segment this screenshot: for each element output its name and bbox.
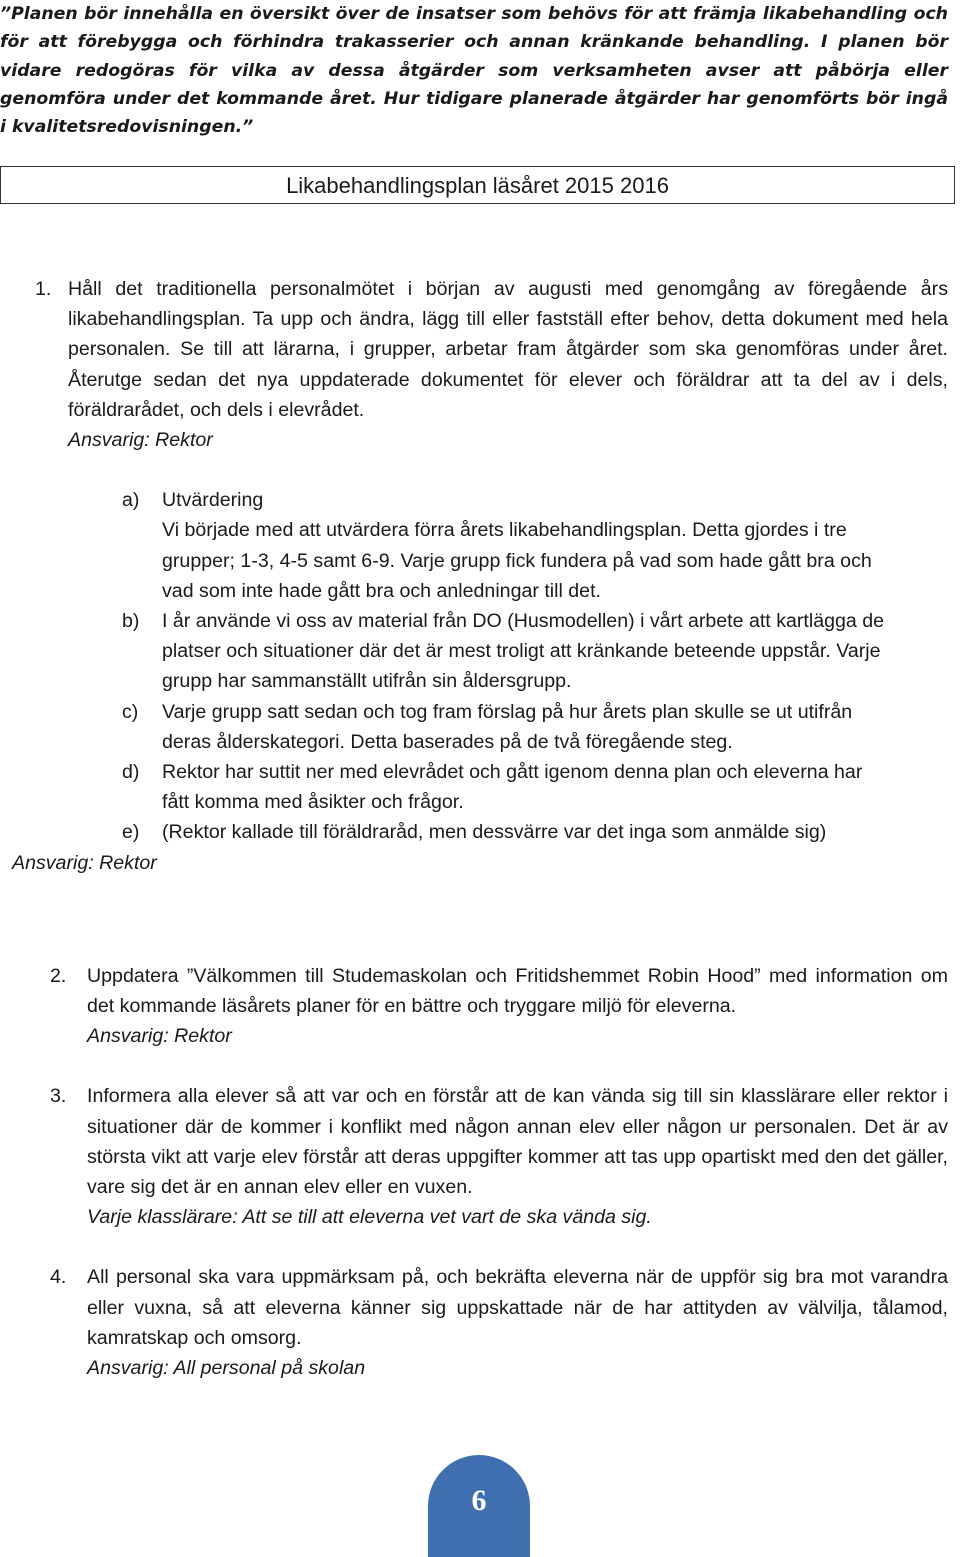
responsible-label: Ansvarig: Rektor	[68, 429, 213, 452]
sub-item-letter: c)	[122, 700, 139, 723]
list-item	[0, 961, 948, 1052]
item-text: Håll det traditionella personalmötet i början av augusti med genomgång av föregående års likabehandlingsplan. Ta upp och ändra, lägg till eller fastställ efter behov, detta dokument med hela personalen. Se till att lärarna, i grupper, arbetar fram åtgärder som ska genomföras under året. Återutge sedan det nya uppdaterade dokumentet för elever och föräldrar att ta del av i dels, föräldrarådet, och dels i elevrådet.	[68, 278, 948, 421]
sub-item	[0, 697, 895, 757]
sub-item-letter: e)	[122, 821, 140, 844]
responsible-label: Ansvarig: Rektor	[12, 851, 157, 874]
sub-item-letter: a)	[122, 489, 140, 512]
sub-item	[0, 817, 895, 847]
item-number: 4.	[50, 1266, 67, 1289]
item-number: 2.	[50, 964, 67, 987]
sub-item-text: I år använde vi oss av material från DO (Husmodellen) i vårt arbete att kartlägga de platser och situationer där det är mest troligt att kränkande beteende uppstår. Varje grupp har sammanställt utifrån sin åldersgrupp.	[162, 610, 885, 693]
sub-item-heading: Utvärdering	[162, 489, 264, 512]
list-item	[0, 274, 948, 878]
responsible-label: Ansvarig: All personal på skolan	[87, 1357, 366, 1380]
item-text: All personal ska vara uppmärksam på, och bekräfta eleverna när de uppför sig bra mot varandra eller vuxna, så att eleverna känner sig uppskattade när de har attityden av välvilja, tålamod, kamratskap och omsorg.	[87, 1266, 948, 1349]
list-item	[0, 1081, 948, 1232]
sub-item-text: Vi började med att utvärdera förra årets likabehandlingsplan. Detta gjordes i tre grupper; 1-3, 4-5 samt 6-9. Varje grupp fick fundera på vad som hade gått bra och vad som inte hade gått bra och anledningar till det.	[162, 519, 872, 602]
sub-list	[0, 485, 948, 847]
sub-item	[0, 485, 895, 606]
responsible-label: Varje klasslärare: Att se till att eleverna vet vart de ska vända sig.	[87, 1206, 652, 1229]
item-number: 3.	[50, 1085, 67, 1108]
page-number-badge: 6	[428, 1455, 530, 1557]
intro-quote: ”Planen bör innehålla en översikt över de insatser som behövs för att främja likabehandling och för att förebygga och förhindra trakasserier och annan kränkande behandling. I planen bör vidare redogöras för vilka av dessa åtgärder som verksamheten avser att påbörja eller genomföra under det kommande året. Hur tidigare planerade åtgärder har genomförts bör ingå i kvalitetsredovisningen.”	[0, 4, 948, 138]
item-text: Uppdatera ”Välkommen till Studemaskolan och Fritidshemmet Robin Hood” med information om det kommande läsårets planer för en bättre och tryggare miljö för eleverna.	[87, 964, 948, 1018]
sub-item-text: Rektor har suttit ner med elevrådet och gått igenom denna plan och eleverna har fått komma med åsikter och frågor.	[162, 761, 863, 814]
sub-item-letter: b)	[122, 610, 140, 633]
plan-title: Likabehandlingsplan läsåret 2015 2016	[0, 166, 955, 204]
action-list	[0, 274, 948, 1383]
sub-item	[0, 757, 895, 817]
sub-item	[0, 606, 895, 697]
item-text: Informera alla elever så att var och en förstår att de kan vända sig till sin klasslärare eller rektor i situationer där de kommer i konflikt med någon annan elev eller någon ur personalen. Det är av största vikt att varje elev förstår att deras uppgifter kommer att tas upp opartiskt med den det gäller, vare sig det är en annan elev eller en vuxen.	[87, 1085, 948, 1199]
sub-item-text: Varje grupp satt sedan och tog fram förslag på hur årets plan skulle se ut utifrån deras ålderskategori. Detta baserades på de två föregående steg.	[162, 700, 853, 753]
responsible-label: Ansvarig: Rektor	[87, 1025, 232, 1048]
item-number: 1.	[35, 278, 52, 300]
list-item	[0, 1262, 948, 1383]
sub-item-text: (Rektor kallade till föräldraråd, men dessvärre var det inga som anmälde sig)	[162, 821, 827, 844]
sub-item-letter: d)	[122, 761, 140, 784]
